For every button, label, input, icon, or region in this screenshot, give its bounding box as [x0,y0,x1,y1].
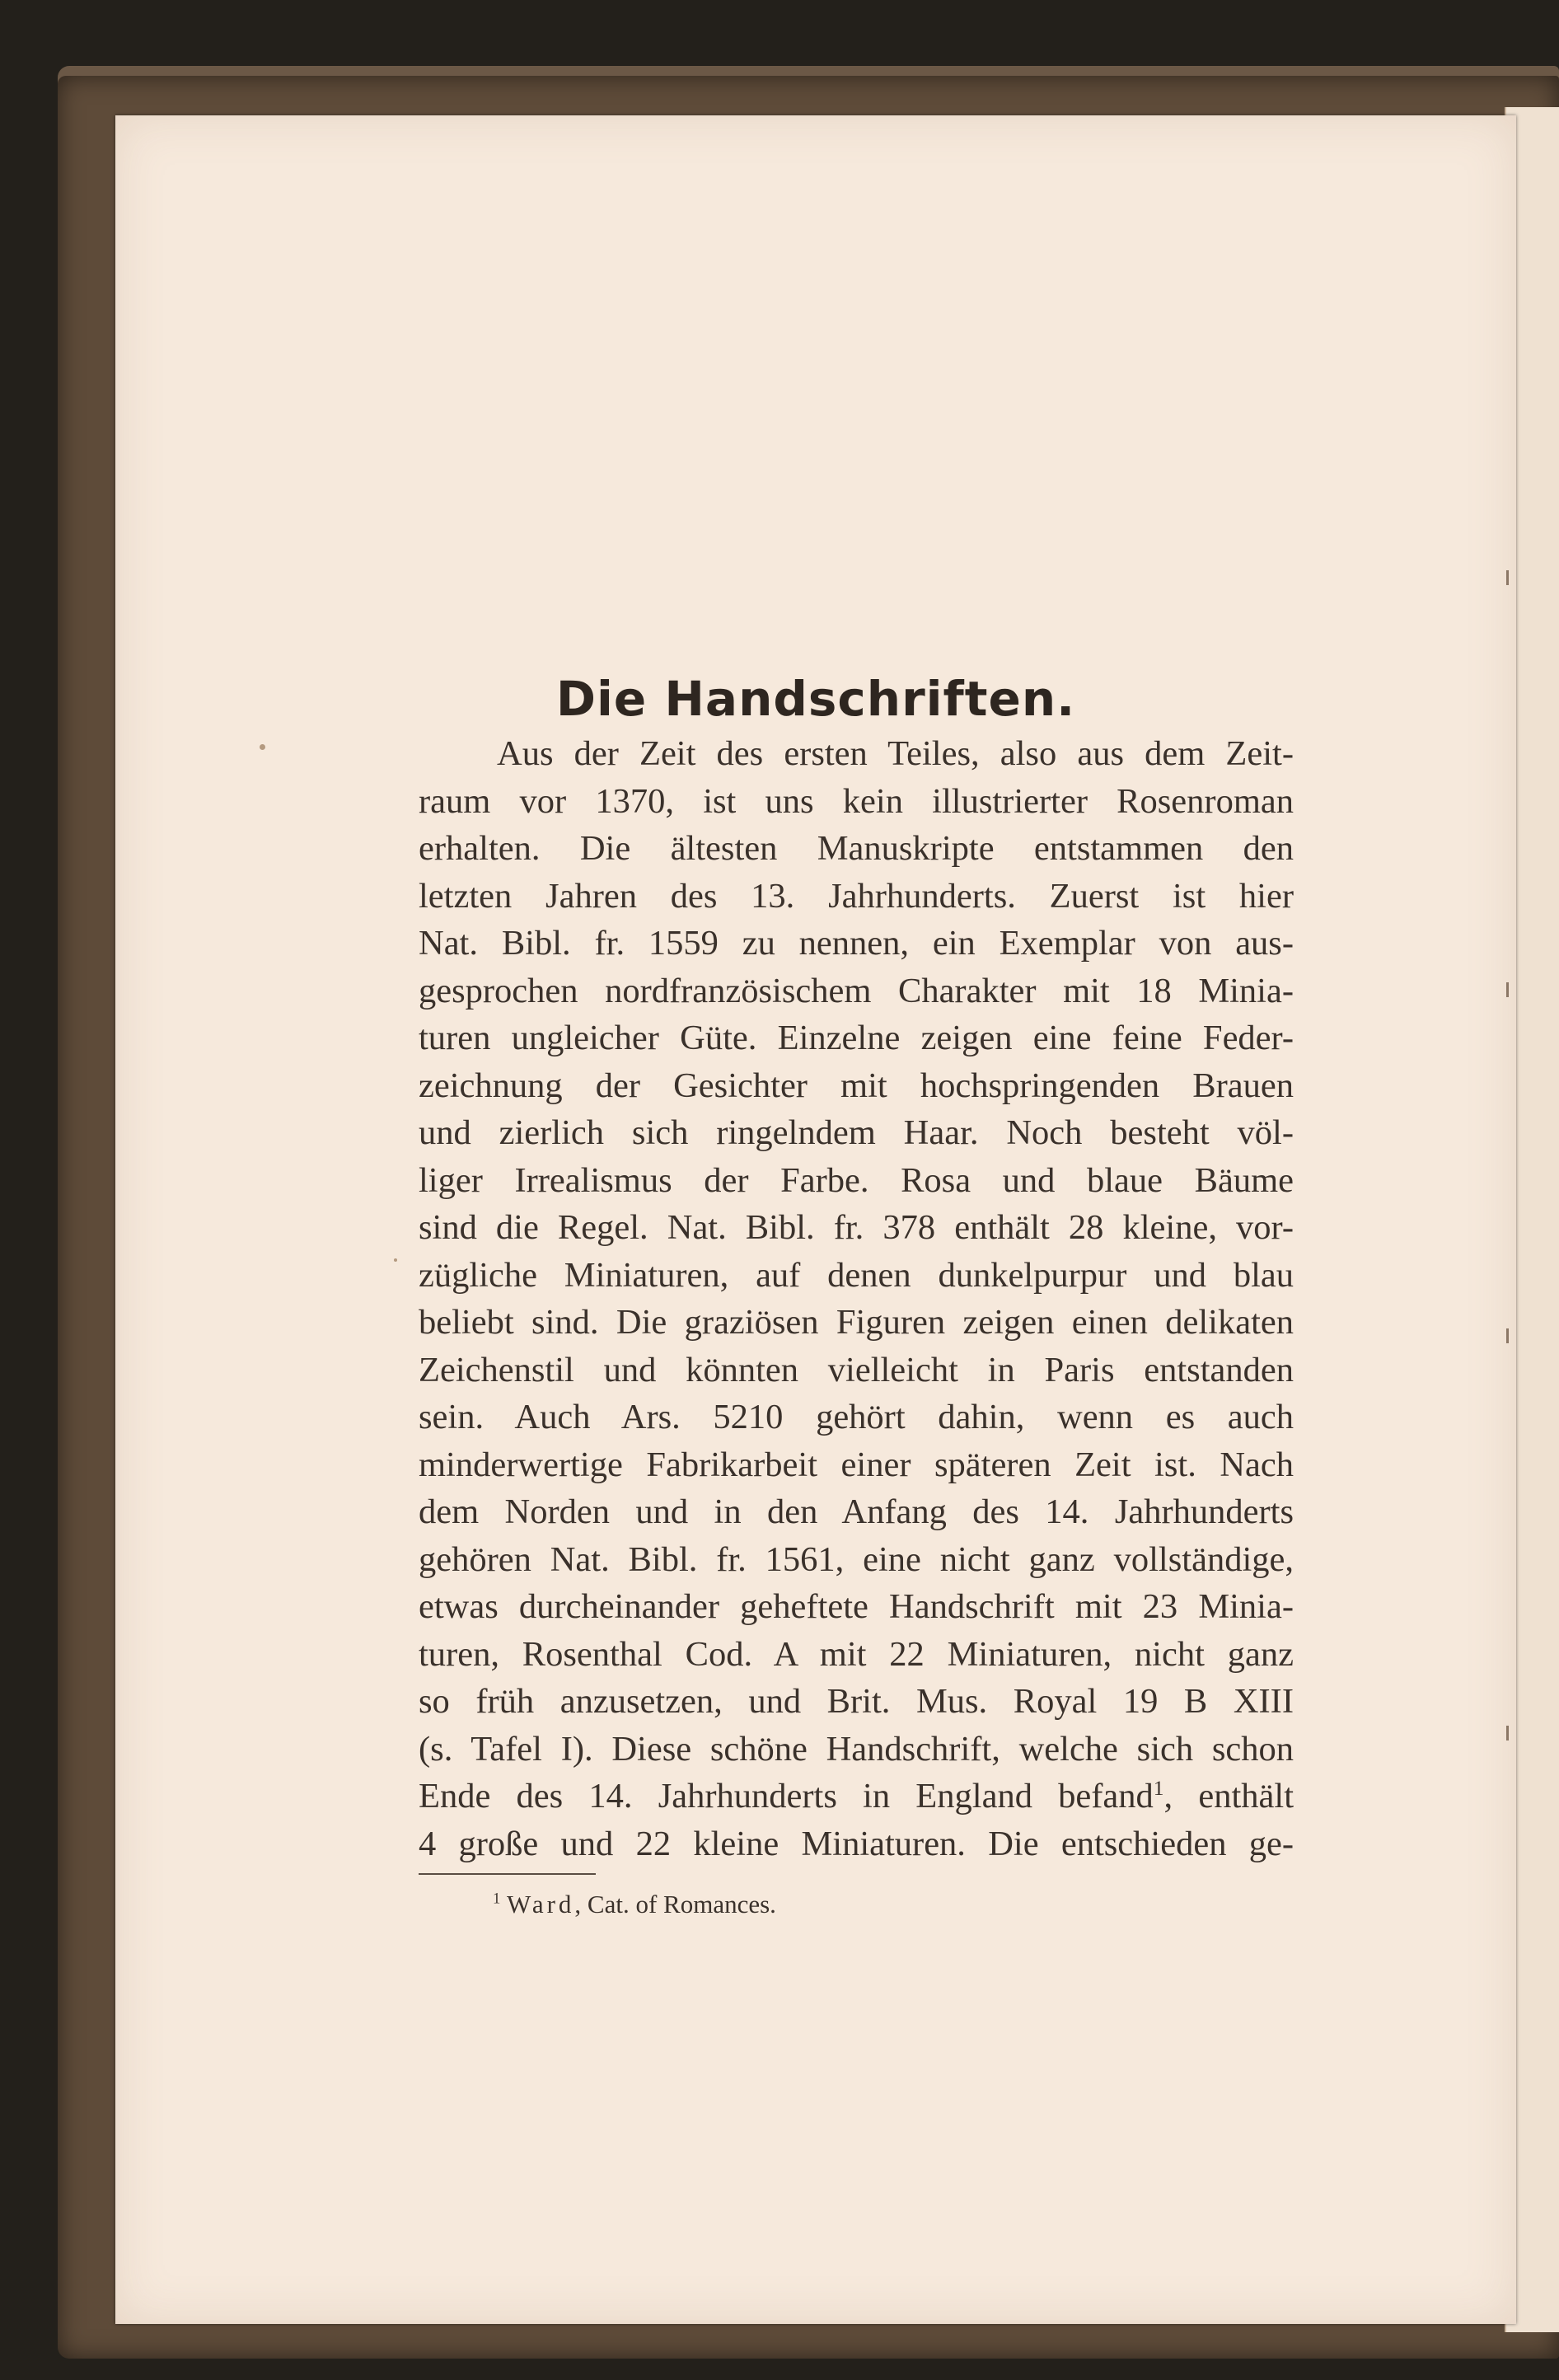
text-line: minderwertige Fabrikarbeit einer späteren Zeit ist. Nach [419,1445,1294,1484]
text-line: etwas durcheinander geheftete Handschrift mit 23 Minia- [419,1587,1294,1626]
page-edge-mark [1506,982,1509,997]
paper-speck [394,1258,397,1262]
chapter-heading: Die Handschriften. [555,670,1076,727]
page-edge-mark [1506,1328,1509,1343]
text-line: erhalten. Die ältesten Manuskripte entstammen den [419,829,1294,868]
footnote [493,1890,776,1919]
text-line: zeichnung der Gesichter mit hochspringenden Brauen [419,1066,1294,1105]
text-line-with-footnote-ref [419,1773,1294,1820]
footnote-marker: 1 [493,1890,501,1908]
text-line: beliebt sind. Die graziösen Figuren zeigen einen delikaten [419,1303,1294,1342]
text-line: zügliche Miniaturen, auf denen dunkelpurpur und blau [419,1255,1294,1295]
body-text [419,730,1294,1867]
text-line: Aus der Zeit des ersten Teiles, also aus dem Zeit- [497,734,1294,773]
text-line: raum vor 1370, ist uns kein illustrierter Rosenroman [419,781,1294,821]
text-segment: , enthält [1163,1777,1294,1815]
text-line: und zierlich sich ringelndem Haar. Noch besteht völ- [419,1113,1294,1152]
text-line: Nat. Bibl. fr. 1559 zu nennen, ein Exemplar von aus- [419,924,1294,963]
page-edge-mark [1506,1726,1509,1740]
text-line: 4 große und 22 kleine Miniaturen. Die entschieden ge- [419,1824,1294,1863]
text-line: so früh anzusetzen, und Brit. Mus. Royal 19 B XIII [419,1682,1294,1721]
paper-speck [260,744,265,750]
text-line: letzten Jahren des 13. Jahrhunderts. Zuerst ist hier [419,876,1294,916]
text-line: Zeichenstil und könnten vielleicht in Paris entstanden [419,1350,1294,1389]
page-edge-mark [1506,570,1509,585]
footnote-reference: 1 [1153,1775,1164,1800]
footnote-text: , Cat. of Romances. [574,1890,776,1919]
text-line: turen ungleicher Güte. Einzelne zeigen eine feine Feder- [419,1019,1294,1057]
text-line: liger Irrealismus der Farbe. Rosa und blaue Bäume [419,1160,1294,1200]
text-line: turen, Rosenthal Cod. A mit 22 Miniaturen, nicht ganz [419,1634,1294,1674]
footnote-author: Ward [507,1890,575,1919]
text-line: sind die Regel. Nat. Bibl. fr. 378 enthält 28 kleine, vor- [419,1208,1294,1247]
text-line: gesprochen nordfranzösischem Charakter mit 18 Minia- [419,971,1294,1010]
text-line: sein. Auch Ars. 5210 gehört dahin, wenn es auch [419,1398,1294,1436]
text-line: dem Norden und in den Anfang des 14. Jahrhunderts [419,1492,1294,1531]
text-line: (s. Tafel I). Diese schöne Handschrift, welche sich schon [419,1729,1294,1769]
text-segment: Ende des 14. Jahrhunderts in England befand [419,1777,1154,1815]
text-line: gehören Nat. Bibl. fr. 1561, eine nicht ganz vollständige, [419,1539,1294,1579]
footnote-divider [419,1873,596,1875]
